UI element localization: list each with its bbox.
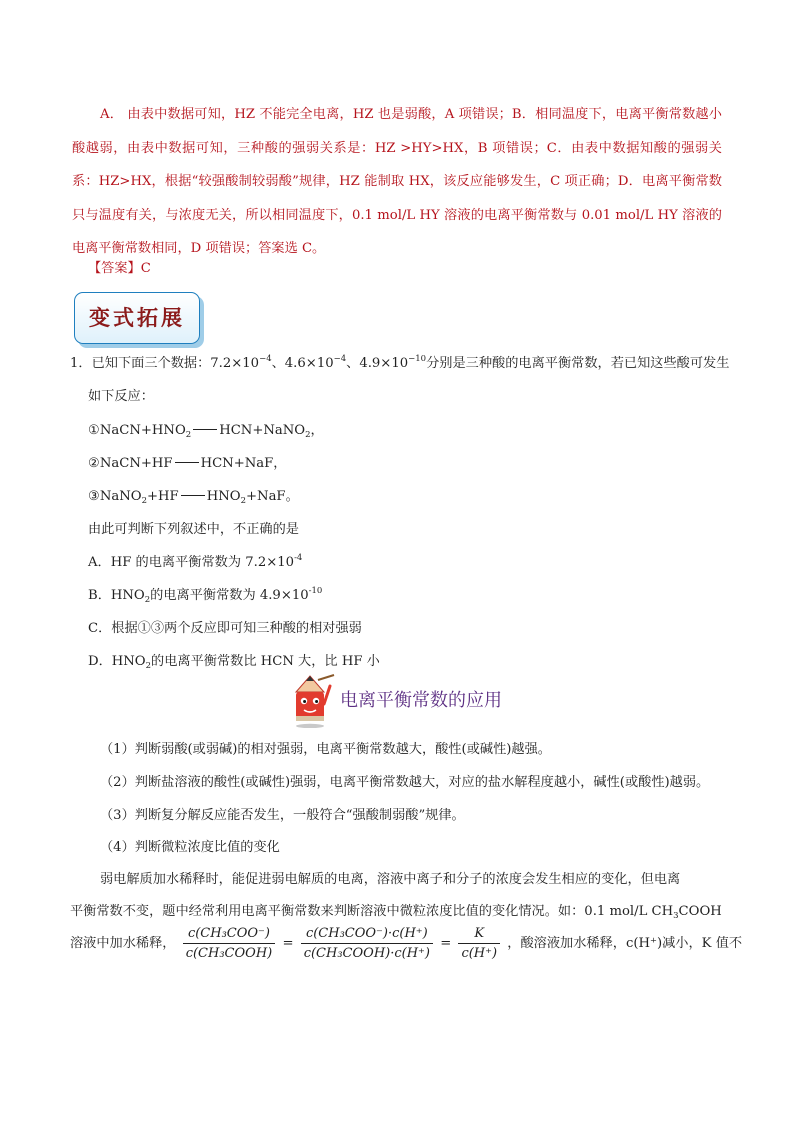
pencil-mascot-icon bbox=[288, 674, 336, 728]
question-intro-cont: 如下反应： bbox=[88, 389, 154, 404]
question-intro: 1．已知下面三个数据：$7.2\times 10^{-4}$、$4.6\times 10^{-4}$、$4.9\times 10^{-10}$分别是三种酸的电离平衡常数，若已知这些酸可发生 bbox=[70, 354, 730, 371]
fraction-2: $\frac{\text{c(CH₃COO⁻)·c(H⁺)}}{\text{c(CH₃COOH)·c(H⁺)}}$ bbox=[301, 926, 433, 961]
point-1: （1）判断弱酸(或弱碱)的相对强弱，电离平衡常数越大，酸性(或碱性)越强。 bbox=[100, 742, 551, 757]
fraction-1: $\frac{\text{c(CH₃COO⁻)}}{\text{c(CH₃COOH)}}$ bbox=[183, 926, 276, 961]
answer-line bbox=[88, 258, 151, 280]
reaction-2: ②NaCN+HF HCN+NaF， bbox=[88, 456, 287, 471]
option-d: D．$HNO_2$的电离平衡常数比 HCN 大，比 HF 小 bbox=[88, 654, 380, 671]
formula-line: 溶液中加水稀释， $\frac{\text{c(CH₃COO⁻)}}{\text{c(CH₃COOH)}}$ = $\frac{\text{c(CH₃COO⁻)·c(H⁺)}}{\text{c(CH₃COOH)·c(H⁺)}}$ = $\frac{K}{c(H^+)}$ ，酸溶液加水稀释，c(H⁺)减小，K 值不 bbox=[70, 926, 743, 961]
point-3: （3）判断复分解反应能否发生，一般符合“强酸制弱酸”规律。 bbox=[100, 808, 465, 823]
equal-bar bbox=[175, 462, 199, 463]
point-4: （4）判断微粒浓度比值的变化 bbox=[100, 840, 280, 855]
reaction-1: $①NaCN+HNO_2$ HCN+NaNO$_2$， bbox=[88, 423, 324, 440]
answer-label: 【答案】 bbox=[88, 261, 141, 276]
answer-value: C bbox=[140, 261, 151, 276]
option-a: A．HF 的电离平衡常数为 $7.2\times 10^{-4}$ bbox=[88, 553, 303, 570]
reaction-3: ③NaNO$_2$+HF $HNO_2+NaF$。 bbox=[88, 489, 299, 506]
equal-bar bbox=[193, 429, 217, 430]
paragraph-line-1: 弱电解质加水稀释时，能促进弱电解质的电离，溶液中离子和分子的浓度会发生相应的变化，但电离 bbox=[100, 872, 681, 887]
fraction-3: $\frac{K}{c(H^+)}$ bbox=[458, 926, 500, 961]
equal-bar bbox=[181, 495, 205, 496]
knowledge-title: 电离平衡常数的应用 bbox=[340, 690, 502, 711]
point-2: （2）判断盐溶液的酸性(或碱性)强弱，电离平衡常数越大，对应的盐水解程度越小，碱性(或酸性)越弱。 bbox=[100, 775, 710, 790]
analysis-paragraph: A． 由表中数据可知，HZ 不能完全电离，HZ 也是弱酸，A 项错误；B．相同温度下，电离平衡常数越小酸越弱，由表中数据可知，三种酸的强弱关系是：HZ >HY>HX，B 项错误；C．由表中数据知酸的强弱关系：HZ>HX，根据“较强酸制较弱酸”规律，HZ 能制取 HX，该反应能够发生，C 项正确；D．电离平衡常数只与温度有关，与浓度无关，所以相同温度下，0.1 mol/L HY 溶液的电离平衡常数与 0.01 mol/L HY 溶液的电离平衡常数相同，D 项错误；答案选 C。 bbox=[72, 107, 722, 257]
question-stem: 由此可判断下列叙述中，不正确的是 bbox=[88, 522, 299, 537]
banner-title: 变式拓展 bbox=[89, 305, 185, 330]
option-b: B．$HNO_2$的电离平衡常数为 $4.9\times 10^{-10}$ bbox=[88, 586, 323, 605]
paragraph-line-2: 平衡常数不变，题中经常利用电离平衡常数来判断溶液中微粒浓度比值的变化情况。如：0.1 mol/L $CH_3COOH$ bbox=[70, 904, 722, 921]
option-c: C．根据①③两个反应即可知三种酸的相对强弱 bbox=[88, 621, 362, 636]
section-banner bbox=[74, 292, 200, 344]
